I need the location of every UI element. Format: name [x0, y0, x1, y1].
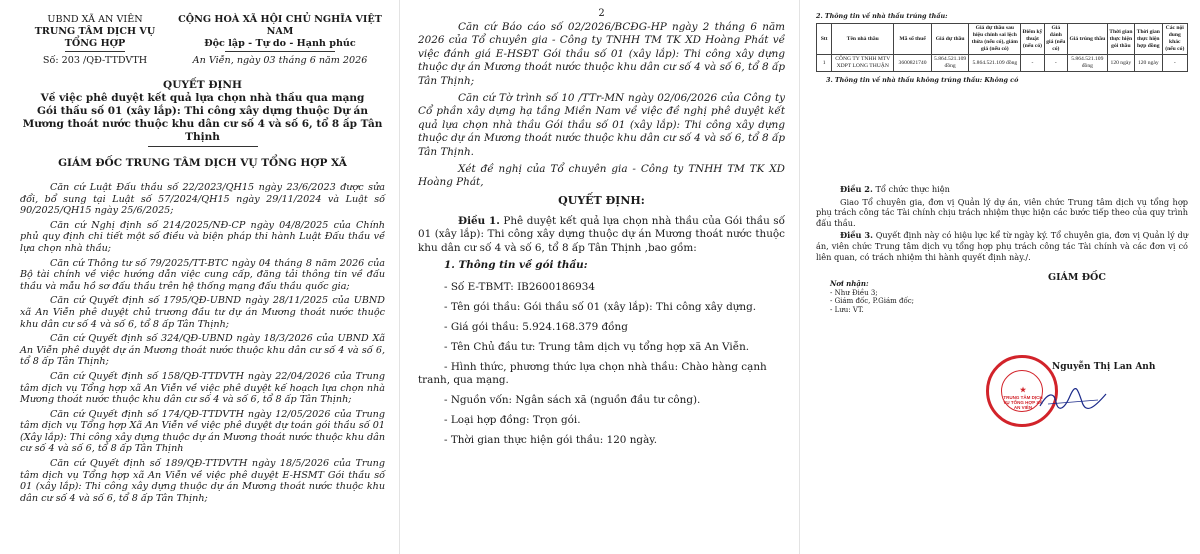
article-2-label: Điều 2. [840, 184, 873, 194]
table-cell: - [1162, 55, 1187, 72]
column-header: Tên nhà thầu [832, 24, 894, 55]
table-cell: 3600821740 [894, 55, 932, 72]
basis-para: Căn cứ Báo cáo số 02/2026/BCĐG-HP ngày 2 tháng 6 năm 2026 của Tổ chuyên gia - Công ty TNHH TM TK XD Hoàng Phát về việc đánh giá E-HSĐT Gói thầu số 01 (xây lắp): Thi công xây dựng thuộc dự án Mương thoát nước thuộc khu dân cư số 4 và số 6, tổ 8 ấp Tân Thịnh; [418, 21, 785, 87]
legal-basis-para: Căn cứ Quyết định số 174/QĐ-TTDVTH ngày 12/05/2026 của Trung tâm dịch vụ Tổng hợp Xã An Viễn về việc phê duyệt dự toán gói thầu số 01 (Xây lắp): Thi công xây dựng thuộc dự án Mương thoát nước thuộc khu dân cư số 4 và số 6, tổ 8 ấp Tân Thịnh [20, 408, 385, 455]
recipient-item: - Giám đốc, P.Giám đốc; [830, 297, 915, 306]
table-cell: 5.864.521.109 đồng [969, 55, 1021, 72]
table-cell: 5.864.521.109 đồng [1068, 55, 1108, 72]
package-info-item: - Thời gian thực hiện gói thầu: 120 ngày. [444, 433, 658, 446]
nation-block [175, 14, 385, 67]
package-info-item: - Tên gói thầu: Gói thầu số 01 (xây lắp): Thi công xây dựng. [444, 300, 757, 313]
doc-type: QUYẾT ĐỊNH [163, 79, 242, 91]
seal-inner-ring [1001, 370, 1043, 412]
document-page-2 [400, 0, 800, 554]
handwritten-signature [1038, 388, 1108, 412]
column-header: Thời gian thực hiện gói thầu [1107, 24, 1134, 55]
basis-para: Xét đề nghị của Tổ chuyên gia - Công ty TNHH TM TK XD Hoàng Phát, [418, 163, 785, 189]
table-row [817, 55, 1188, 72]
column-header: Thời gian thực hiện hợp đồng [1135, 24, 1162, 55]
package-info-item: - Số E-TBMT: IB2600186934 [444, 280, 595, 293]
legal-basis-para: Căn cứ Quyết định số 158/QĐ-TTDVTH ngày 22/04/2026 của Trung tâm dịch vụ Tổng hợp xã An Viễn về việc phê duyệt kế hoạch lựa chọn nhà Mương thoát nước thuộc khu dân cư số 4 và số 6, tổ 8 ấp Tân Thịnh; [20, 370, 385, 406]
article-2-text: Giao Tổ chuyên gia, đơn vị Quản lý dự án, viên chức Trung tâm dịch vụ tổng hợp phụ trách công tác Tài chính chịu trách nhiệm thực hiện các bước tiếp theo của quy trình đấu thầu. [816, 196, 1188, 228]
nation-name: CỘNG HOÀ XÃ HỘI CHỦ NGHĨA VIỆT NAM [178, 14, 382, 37]
legal-basis-para: Căn cứ Luật Đấu thầu số 22/2023/QH15 ngày 23/6/2023 được sửa đổi, bổ sung tại Luật số 57/2024/QH15 ngày 29/11/2024 và Luật số 90/2025/QH15 ngày 25/6/2025; [20, 182, 385, 217]
doc-title-line-3: Mương thoát nước thuộc khu dân cư số 4 và số 6, tổ 8 ấp Tân Thịnh [22, 118, 383, 143]
recipients-title: Nơi nhận: [830, 279, 869, 289]
column-header: Stt [817, 24, 832, 55]
section-2-title: 2. Thông tin về nhà thầu trúng thầu: [816, 12, 948, 20]
doc-title-line-2: Gói thầu số 01 (xây lắp): Thi công xây dựng thuộc Dự án [36, 105, 368, 117]
legal-basis-para: Căn cứ Nghị định số 214/2025/NĐ-CP ngày 04/8/2025 của Chính phủ quy định chi tiết một số điều và biện pháp thi hành Luật Đấu thầu về lựa chọn nhà thầu; [20, 219, 385, 254]
legal-basis-para: Căn cứ Quyết định số 324/QĐ-UBND ngày 18/3/2026 của UBND Xã An Viễn phê duyệt dự án Mương thoát nước thuộc khu dân cư số 4 và số 6, tổ 8 ấp Tân Thịnh; [20, 333, 385, 368]
package-info-item: - Hình thức, phương thức lựa chọn nhà thầu: Chào hàng cạnh tranh, qua mạng. [418, 360, 767, 386]
agency-block [20, 14, 170, 67]
basis-para: Căn cứ Tờ trình số 10 /TTr-MN ngày 02/06/2026 của Công ty Cổ phần xây dựng hạ tầng Miền Nam về việc đề nghị phê duyệt kết quả lựa chọn nhà thầu Gói thầu số 01 (xây lắp): Thi công xây dựng thuộc dự án Mương thoát nước thuộc khu dân cư số 4 và số 6, tổ 8 ấp Tân Thịnh. [418, 92, 785, 158]
table-header-row [817, 24, 1188, 55]
article-2-title: Tổ chức thực hiện [875, 184, 950, 194]
winner-table [816, 23, 1188, 72]
article-1-label: Điều 1. [458, 214, 500, 227]
article-1 [418, 215, 785, 255]
article-1-text: Phê duyệt kết quả lựa chọn nhà thầu của Gói thầu số 01 (xây lắp): Thi công xây dựng thuộc dự án Mương thoát nước thuộc khu dân cư số 4 và số 6, tổ 8 ấp Tân Thịnh ,bao gồm: [418, 214, 785, 254]
column-header: Mã số thuế [894, 24, 932, 55]
decision-heading: QUYẾT ĐỊNH: [558, 193, 645, 207]
article-3 [816, 230, 1188, 262]
document-header [20, 14, 385, 67]
column-header: Giá dự thầu [931, 24, 969, 55]
page-number: 2 [598, 8, 605, 19]
column-header: Giá trúng thầu [1068, 24, 1108, 55]
document-page-1 [0, 0, 400, 554]
legal-basis-para: Căn cứ Quyết định số 189/QĐ-TTDVTH ngày 18/5/2026 của Trung tâm dịch vụ Tổng hợp xã An Viễn về việc phê duyệt E-HSMT Gói thầu số 01 (xây lắp): Thi công xây dựng thuộc dự án Mương thoát nước thuộc khu dân cư số 4 và số 6, tổ 8 ấp Tân Thịnh; [20, 458, 385, 504]
table-cell: - [1021, 55, 1044, 72]
section-1-title: 1. Thông tin về gói thầu: [444, 259, 588, 272]
package-info-item: - Nguồn vốn: Ngân sách xã (nguồn đầu tư công). [444, 393, 701, 406]
column-header: Các nội dung khác (nếu có) [1162, 24, 1187, 55]
table-cell: CÔNG TY TNHH MTV XDPT LONG THUẬN [832, 55, 894, 72]
motto: Độc lập - Tự do - Hạnh phúc [204, 38, 356, 49]
table-cell: 120 ngày [1107, 55, 1134, 72]
seal-text: TRUNG TÂM DỊCH VỤ TỔNG HỢP XÃ AN VIỄN [1003, 395, 1043, 410]
table-cell: 120 ngày [1135, 55, 1162, 72]
legal-basis-para: Căn cứ Thông tư số 79/2025/TT-BTC ngày 04 tháng 8 năm 2026 của Bộ tài chính về việc hướng dẫn việc cung cấp, đăng tải thông tin về đấu thầu và mẫu hồ sơ đấu thầu trên hệ thống mạng đấu thầu quốc gia; [20, 257, 385, 292]
column-header: Giá dự thầu sau hiệu chỉnh sai lệch thừa (nếu có), giảm giá (nếu có) [969, 24, 1021, 55]
column-header: Giá đánh giá (nếu có) [1044, 24, 1067, 55]
legal-basis-para: Căn cứ Quyết định số 1795/QĐ-UBND ngày 28/11/2025 của UBND xã An Viễn phê duyệt chủ trương đầu tư dự án Mương thoát nước thuộc khu dân cư số 4 và số 6, tổ 8 ấp Tân Thịnh; [20, 295, 385, 330]
recipients [830, 280, 914, 314]
article-3-text: Quyết định này có hiệu lực kể từ ngày ký. Tổ chuyên gia, đơn vị Quản lý dự án, viên chức Trung tâm dịch vụ tổng hợp phụ trách công tác Tài chính và các đơn vị có liên quan, có trách nhiệm thi hành quyết định này./. [816, 230, 1189, 262]
document-page-3 [800, 0, 1200, 554]
doc-number: Số: 203 /QĐ-TTDVTH [42, 55, 148, 66]
place-date: An Viễn, ngày 03 tháng 6 năm 2026 [192, 55, 368, 66]
authority-heading: GIÁM ĐỐC TRUNG TÂM DỊCH VỤ TỔNG HỢP XÃ [58, 157, 347, 169]
article-3-label: Điều 3. [840, 230, 873, 241]
agency-line-1: UBND XÃ AN VIÊN [47, 14, 143, 25]
column-header: Điểm kỹ thuật (nếu có) [1021, 24, 1044, 55]
table-cell: 1 [817, 55, 832, 72]
recipient-item: - Như Điều 3; [830, 288, 878, 297]
package-info-item: - Giá gói thầu: 5.924.168.379 đồng [444, 320, 628, 333]
signer-name: Nguyễn Thị Lan Anh [1052, 362, 1156, 373]
table-cell: 5.864.521.109 đồng [931, 55, 969, 72]
article-2-heading [816, 184, 1188, 195]
star-icon: ★ [1019, 385, 1027, 394]
doc-title-line-1: Về việc phê duyệt kết quả lựa chọn nhà thầu qua mạng [40, 92, 365, 104]
recipient-item: - Lưu: VT. [830, 305, 864, 314]
agency-line-2: TRUNG TÂM DỊCH VỤ TỔNG HỢP [34, 26, 156, 49]
package-info-item: - Loại hợp đồng: Trọn gói. [444, 413, 581, 426]
signer-title: GIÁM ĐỐC [1048, 272, 1106, 284]
section-3-title: 3. Thông tin về nhà thầu không trúng thầu: Không có [826, 76, 1019, 84]
table-cell: - [1044, 55, 1067, 72]
package-info-item: - Tên Chủ đầu tư: Trung tâm dịch vụ tổng hợp xã An Viễn. [444, 340, 750, 353]
